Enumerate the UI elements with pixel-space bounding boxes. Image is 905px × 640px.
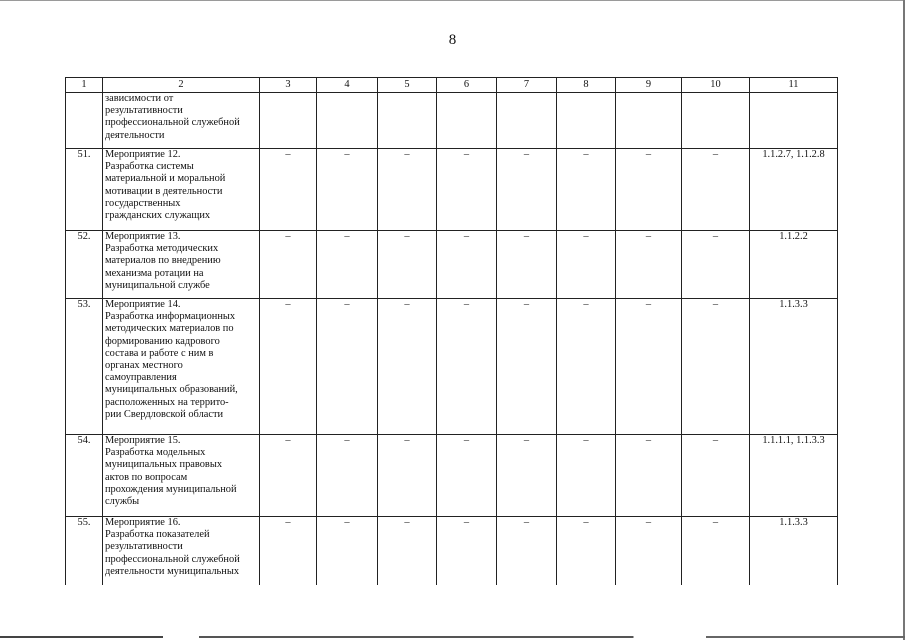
value-cell: – <box>497 517 557 585</box>
column-header: 3 <box>260 78 317 93</box>
value-cell <box>437 93 497 149</box>
table-row <box>66 149 838 231</box>
value-cell: – <box>497 299 557 435</box>
scan-edge-top <box>0 0 905 1</box>
value-cell: – <box>378 517 437 585</box>
value-cell: – <box>378 231 437 299</box>
row-number <box>66 93 103 149</box>
page-number: 8 <box>448 32 457 48</box>
value-cell: – <box>616 231 682 299</box>
value-cell: – <box>317 231 378 299</box>
column-header: 7 <box>497 78 557 93</box>
value-cell: – <box>557 231 616 299</box>
row-number: 52. <box>66 231 103 299</box>
value-cell: – <box>437 299 497 435</box>
value-cell: – <box>682 517 750 585</box>
value-cell: – <box>616 435 682 517</box>
table-row <box>66 231 838 299</box>
value-cell: – <box>317 517 378 585</box>
table-row <box>66 93 838 149</box>
value-cell: – <box>437 435 497 517</box>
target-indicator-ref: 1.1.1.1, 1.1.3.3 <box>750 435 838 517</box>
value-cell <box>260 93 317 149</box>
column-header: 10 <box>682 78 750 93</box>
value-cell <box>682 93 750 149</box>
row-number: 51. <box>66 149 103 231</box>
value-cell: – <box>437 517 497 585</box>
value-cell <box>378 93 437 149</box>
value-cell: – <box>317 435 378 517</box>
value-cell <box>497 93 557 149</box>
value-cell: – <box>682 149 750 231</box>
column-header: 9 <box>616 78 682 93</box>
value-cell: – <box>497 149 557 231</box>
value-cell: – <box>557 517 616 585</box>
value-cell: – <box>317 299 378 435</box>
value-cell: – <box>260 299 317 435</box>
value-cell: – <box>616 517 682 585</box>
value-cell: – <box>260 231 317 299</box>
target-indicator-ref <box>750 93 838 149</box>
column-header: 2 <box>103 78 260 93</box>
value-cell: – <box>616 149 682 231</box>
value-cell: – <box>682 435 750 517</box>
value-cell: – <box>378 435 437 517</box>
value-cell: – <box>378 299 437 435</box>
column-header: 4 <box>317 78 378 93</box>
value-cell: – <box>557 149 616 231</box>
measure-description: Мероприятие 12. Разработка системы материальной и моральной мотивации в деятельности государственных гражданских служащих <box>103 149 260 231</box>
target-indicator-ref: 1.1.3.3 <box>750 517 838 585</box>
value-cell: – <box>437 149 497 231</box>
value-cell: – <box>378 149 437 231</box>
measure-description: Мероприятие 15. Разработка модельных муниципальных правовых актов по вопросам прохождения муниципальной службы <box>103 435 260 517</box>
row-number: 53. <box>66 299 103 435</box>
measures-table <box>65 77 838 585</box>
table-row <box>66 517 838 585</box>
measure-description: зависимости от результативности профессиональной служебной деятельности <box>103 93 260 149</box>
measure-description: Мероприятие 14. Разработка информационных методических материалов по формированию кадрового состава и работе с ним в органах местного самоуправления муниципальных образований, расположенных на террито- рии Свердловской области <box>103 299 260 435</box>
row-number: 55. <box>66 517 103 585</box>
value-cell <box>616 93 682 149</box>
column-header: 11 <box>750 78 838 93</box>
row-number: 54. <box>66 435 103 517</box>
value-cell: – <box>557 299 616 435</box>
column-header: 1 <box>66 78 103 93</box>
value-cell: – <box>616 299 682 435</box>
value-cell: – <box>437 231 497 299</box>
value-cell: – <box>260 435 317 517</box>
table-row <box>66 299 838 435</box>
measure-description: Мероприятие 16. Разработка показателей результативности профессиональной служебной деятельности муниципальных <box>103 517 260 585</box>
target-indicator-ref: 1.1.3.3 <box>750 299 838 435</box>
table-row <box>66 435 838 517</box>
table-header-row <box>66 78 838 93</box>
value-cell: – <box>260 517 317 585</box>
value-cell <box>557 93 616 149</box>
value-cell: – <box>317 149 378 231</box>
column-header: 8 <box>557 78 616 93</box>
measure-description: Мероприятие 13. Разработка методических материалов по внедрению механизма ротации на муниципальной службе <box>103 231 260 299</box>
target-indicator-ref: 1.1.2.7, 1.1.2.8 <box>750 149 838 231</box>
scan-edge-bottom <box>0 636 905 638</box>
column-header: 5 <box>378 78 437 93</box>
value-cell: – <box>682 299 750 435</box>
value-cell: – <box>497 435 557 517</box>
value-cell: – <box>260 149 317 231</box>
value-cell: – <box>557 435 616 517</box>
value-cell <box>317 93 378 149</box>
target-indicator-ref: 1.1.2.2 <box>750 231 838 299</box>
value-cell: – <box>682 231 750 299</box>
column-header: 6 <box>437 78 497 93</box>
value-cell: – <box>497 231 557 299</box>
